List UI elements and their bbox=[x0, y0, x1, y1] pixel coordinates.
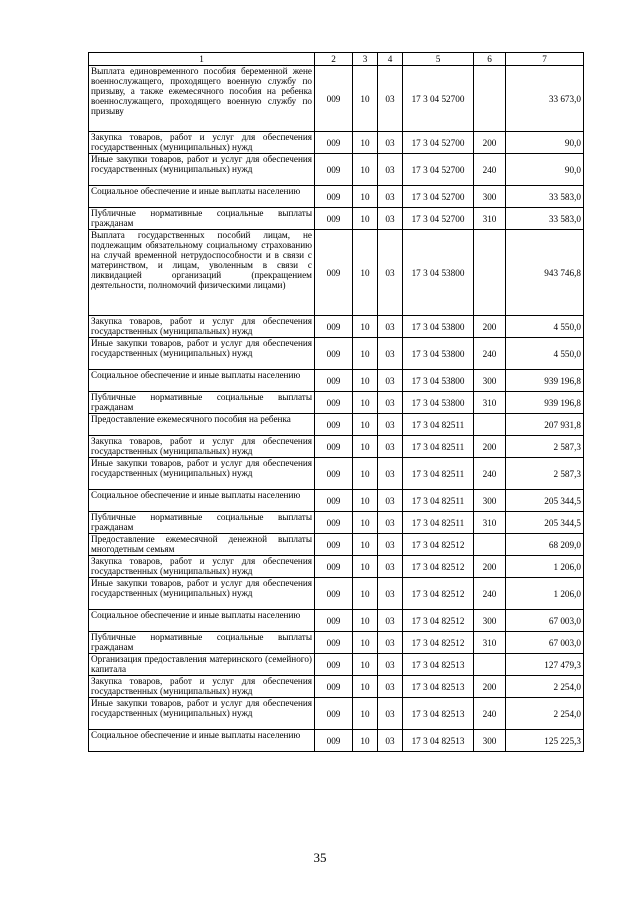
cell-section: 10 bbox=[353, 186, 378, 208]
table-row bbox=[89, 676, 584, 698]
table-row bbox=[89, 154, 584, 186]
column-header: 6 bbox=[474, 53, 506, 66]
cell-subsection: 03 bbox=[378, 230, 403, 316]
cell-subsection: 03 bbox=[378, 316, 403, 338]
cell-expense-type: 200 bbox=[474, 132, 506, 154]
table-row bbox=[89, 610, 584, 632]
cell-target-article: 17 3 04 82511 bbox=[403, 414, 474, 436]
page-number: 35 bbox=[313, 850, 327, 865]
row-name: Иные закупки товаров, работ и услуг для обеспечения государственных (муниципальных) нужд bbox=[89, 698, 315, 730]
cell-amount: 2 254,0 bbox=[506, 698, 584, 730]
cell-code: 009 bbox=[315, 230, 353, 316]
cell-subsection: 03 bbox=[378, 66, 403, 132]
cell-subsection: 03 bbox=[378, 154, 403, 186]
cell-amount: 939 196,8 bbox=[506, 392, 584, 414]
cell-target-article: 17 3 04 82512 bbox=[403, 632, 474, 654]
cell-target-article: 17 3 04 82513 bbox=[403, 676, 474, 698]
cell-code: 009 bbox=[315, 132, 353, 154]
cell-amount: 1 206,0 bbox=[506, 578, 584, 610]
cell-expense-type: 310 bbox=[474, 392, 506, 414]
cell-target-article: 17 3 04 53800 bbox=[403, 392, 474, 414]
cell-subsection: 03 bbox=[378, 208, 403, 230]
cell-subsection: 03 bbox=[378, 392, 403, 414]
row-name: Выплата единовременного пособия беременной жене военнослужащего, проходящего военную службу по призыву, а также ежемесячного пособия на ребенка военнослужащего, проходящего военную службу по призыву bbox=[89, 66, 315, 132]
row-name: Иные закупки товаров, работ и услуг для обеспечения государственных (муниципальных) нужд bbox=[89, 338, 315, 370]
cell-expense-type: 200 bbox=[474, 436, 506, 458]
row-name: Публичные нормативные социальные выплаты гражданам bbox=[89, 512, 315, 534]
cell-section: 10 bbox=[353, 338, 378, 370]
cell-expense-type bbox=[474, 230, 506, 316]
cell-subsection: 03 bbox=[378, 458, 403, 490]
cell-target-article: 17 3 04 82511 bbox=[403, 512, 474, 534]
cell-amount: 90,0 bbox=[506, 132, 584, 154]
row-name: Публичные нормативные социальные выплаты гражданам bbox=[89, 392, 315, 414]
row-name: Закупка товаров, работ и услуг для обеспечения государственных (муниципальных) нужд bbox=[89, 676, 315, 698]
cell-code: 009 bbox=[315, 676, 353, 698]
cell-section: 10 bbox=[353, 698, 378, 730]
row-name: Социальное обеспечение и иные выплаты населению bbox=[89, 370, 315, 392]
cell-subsection: 03 bbox=[378, 186, 403, 208]
cell-code: 009 bbox=[315, 556, 353, 578]
cell-amount: 67 003,0 bbox=[506, 610, 584, 632]
cell-subsection: 03 bbox=[378, 132, 403, 154]
row-name: Публичные нормативные социальные выплаты гражданам bbox=[89, 208, 315, 230]
cell-target-article: 17 3 04 53800 bbox=[403, 316, 474, 338]
column-header: 4 bbox=[378, 53, 403, 66]
table-row bbox=[89, 132, 584, 154]
cell-amount: 33 583,0 bbox=[506, 186, 584, 208]
table-row bbox=[89, 208, 584, 230]
table-row bbox=[89, 654, 584, 676]
cell-section: 10 bbox=[353, 436, 378, 458]
cell-amount: 68 209,0 bbox=[506, 534, 584, 556]
cell-expense-type: 240 bbox=[474, 458, 506, 490]
table-row bbox=[89, 512, 584, 534]
table-row bbox=[89, 414, 584, 436]
cell-target-article: 17 3 04 82512 bbox=[403, 578, 474, 610]
cell-target-article: 17 3 04 52700 bbox=[403, 208, 474, 230]
row-name: Социальное обеспечение и иные выплаты населению bbox=[89, 186, 315, 208]
cell-target-article: 17 3 04 82513 bbox=[403, 654, 474, 676]
cell-section: 10 bbox=[353, 458, 378, 490]
cell-code: 009 bbox=[315, 338, 353, 370]
row-name: Социальное обеспечение и иные выплаты населению bbox=[89, 610, 315, 632]
cell-target-article: 17 3 04 52700 bbox=[403, 186, 474, 208]
table-row bbox=[89, 534, 584, 556]
table-body bbox=[89, 66, 584, 752]
row-name: Публичные нормативные социальные выплаты гражданам bbox=[89, 632, 315, 654]
cell-code: 009 bbox=[315, 458, 353, 490]
table-row bbox=[89, 436, 584, 458]
cell-section: 10 bbox=[353, 610, 378, 632]
cell-section: 10 bbox=[353, 730, 378, 752]
cell-amount: 939 196,8 bbox=[506, 370, 584, 392]
cell-expense-type: 240 bbox=[474, 338, 506, 370]
cell-target-article: 17 3 04 82513 bbox=[403, 730, 474, 752]
cell-subsection: 03 bbox=[378, 632, 403, 654]
cell-section: 10 bbox=[353, 154, 378, 186]
cell-section: 10 bbox=[353, 512, 378, 534]
table-row bbox=[89, 490, 584, 512]
cell-subsection: 03 bbox=[378, 730, 403, 752]
cell-expense-type: 240 bbox=[474, 154, 506, 186]
cell-target-article: 17 3 04 82512 bbox=[403, 556, 474, 578]
table-row bbox=[89, 66, 584, 132]
cell-amount: 2 254,0 bbox=[506, 676, 584, 698]
table-row bbox=[89, 392, 584, 414]
cell-code: 009 bbox=[315, 730, 353, 752]
cell-subsection: 03 bbox=[378, 676, 403, 698]
cell-section: 10 bbox=[353, 370, 378, 392]
cell-target-article: 17 3 04 82512 bbox=[403, 534, 474, 556]
cell-section: 10 bbox=[353, 230, 378, 316]
cell-subsection: 03 bbox=[378, 654, 403, 676]
cell-section: 10 bbox=[353, 534, 378, 556]
cell-subsection: 03 bbox=[378, 556, 403, 578]
cell-target-article: 17 3 04 52700 bbox=[403, 154, 474, 186]
cell-section: 10 bbox=[353, 654, 378, 676]
cell-target-article: 17 3 04 82512 bbox=[403, 610, 474, 632]
cell-code: 009 bbox=[315, 414, 353, 436]
cell-code: 009 bbox=[315, 698, 353, 730]
cell-amount: 4 550,0 bbox=[506, 316, 584, 338]
table-row bbox=[89, 730, 584, 752]
cell-amount: 207 931,8 bbox=[506, 414, 584, 436]
cell-amount: 205 344,5 bbox=[506, 512, 584, 534]
cell-amount: 2 587,3 bbox=[506, 436, 584, 458]
row-name: Закупка товаров, работ и услуг для обеспечения государственных (муниципальных) нужд bbox=[89, 556, 315, 578]
cell-code: 009 bbox=[315, 154, 353, 186]
cell-code: 009 bbox=[315, 578, 353, 610]
cell-section: 10 bbox=[353, 578, 378, 610]
table-row bbox=[89, 186, 584, 208]
cell-expense-type: 300 bbox=[474, 610, 506, 632]
cell-code: 009 bbox=[315, 392, 353, 414]
table-row bbox=[89, 230, 584, 316]
cell-amount: 33 583,0 bbox=[506, 208, 584, 230]
cell-amount: 205 344,5 bbox=[506, 490, 584, 512]
table-row bbox=[89, 632, 584, 654]
row-name: Предоставление ежемесячного пособия на ребенка bbox=[89, 414, 315, 436]
cell-section: 10 bbox=[353, 414, 378, 436]
cell-amount: 33 673,0 bbox=[506, 66, 584, 132]
cell-section: 10 bbox=[353, 490, 378, 512]
cell-target-article: 17 3 04 52700 bbox=[403, 132, 474, 154]
cell-amount: 125 225,3 bbox=[506, 730, 584, 752]
row-name: Организация предоставления материнского (семейного) капитала bbox=[89, 654, 315, 676]
cell-target-article: 17 3 04 82511 bbox=[403, 490, 474, 512]
table-row bbox=[89, 698, 584, 730]
cell-expense-type: 240 bbox=[474, 578, 506, 610]
cell-subsection: 03 bbox=[378, 370, 403, 392]
table-header-row bbox=[89, 53, 584, 66]
cell-amount: 4 550,0 bbox=[506, 338, 584, 370]
cell-section: 10 bbox=[353, 392, 378, 414]
table-row bbox=[89, 338, 584, 370]
cell-code: 009 bbox=[315, 316, 353, 338]
cell-subsection: 03 bbox=[378, 338, 403, 370]
cell-expense-type: 300 bbox=[474, 490, 506, 512]
cell-code: 009 bbox=[315, 66, 353, 132]
cell-amount: 2 587,3 bbox=[506, 458, 584, 490]
cell-subsection: 03 bbox=[378, 534, 403, 556]
cell-section: 10 bbox=[353, 556, 378, 578]
cell-expense-type: 310 bbox=[474, 208, 506, 230]
row-name: Социальное обеспечение и иные выплаты населению bbox=[89, 490, 315, 512]
cell-target-article: 17 3 04 53800 bbox=[403, 338, 474, 370]
row-name: Иные закупки товаров, работ и услуг для обеспечения государственных (муниципальных) нужд bbox=[89, 578, 315, 610]
cell-code: 009 bbox=[315, 208, 353, 230]
cell-expense-type: 200 bbox=[474, 676, 506, 698]
cell-expense-type bbox=[474, 654, 506, 676]
cell-code: 009 bbox=[315, 186, 353, 208]
row-name: Предоставление ежемесячной денежной выплаты многодетным семьям bbox=[89, 534, 315, 556]
cell-subsection: 03 bbox=[378, 490, 403, 512]
cell-expense-type: 300 bbox=[474, 370, 506, 392]
cell-target-article: 17 3 04 52700 bbox=[403, 66, 474, 132]
cell-expense-type: 200 bbox=[474, 556, 506, 578]
cell-code: 009 bbox=[315, 436, 353, 458]
cell-subsection: 03 bbox=[378, 578, 403, 610]
cell-section: 10 bbox=[353, 66, 378, 132]
cell-code: 009 bbox=[315, 512, 353, 534]
cell-code: 009 bbox=[315, 610, 353, 632]
column-header: 2 bbox=[315, 53, 353, 66]
cell-expense-type: 300 bbox=[474, 730, 506, 752]
cell-target-article: 17 3 04 53800 bbox=[403, 230, 474, 316]
cell-expense-type bbox=[474, 534, 506, 556]
row-name: Социальное обеспечение и иные выплаты населению bbox=[89, 730, 315, 752]
column-header: 3 bbox=[353, 53, 378, 66]
cell-expense-type: 240 bbox=[474, 698, 506, 730]
table-row bbox=[89, 578, 584, 610]
cell-amount: 943 746,8 bbox=[506, 230, 584, 316]
table-row bbox=[89, 556, 584, 578]
row-name: Иные закупки товаров, работ и услуг для обеспечения государственных (муниципальных) нужд bbox=[89, 154, 315, 186]
table-row bbox=[89, 458, 584, 490]
row-name: Закупка товаров, работ и услуг для обеспечения государственных (муниципальных) нужд bbox=[89, 316, 315, 338]
table-row bbox=[89, 370, 584, 392]
cell-subsection: 03 bbox=[378, 436, 403, 458]
cell-target-article: 17 3 04 82511 bbox=[403, 436, 474, 458]
column-header: 7 bbox=[506, 53, 584, 66]
budget-table bbox=[88, 52, 584, 752]
cell-section: 10 bbox=[353, 132, 378, 154]
cell-code: 009 bbox=[315, 490, 353, 512]
cell-subsection: 03 bbox=[378, 414, 403, 436]
cell-expense-type bbox=[474, 414, 506, 436]
cell-expense-type: 200 bbox=[474, 316, 506, 338]
cell-amount: 1 206,0 bbox=[506, 556, 584, 578]
cell-expense-type bbox=[474, 66, 506, 132]
cell-amount: 67 003,0 bbox=[506, 632, 584, 654]
cell-target-article: 17 3 04 82511 bbox=[403, 458, 474, 490]
row-name: Закупка товаров, работ и услуг для обеспечения государственных (муниципальных) нужд bbox=[89, 132, 315, 154]
cell-target-article: 17 3 04 82513 bbox=[403, 698, 474, 730]
cell-section: 10 bbox=[353, 632, 378, 654]
cell-amount: 127 479,3 bbox=[506, 654, 584, 676]
cell-expense-type: 310 bbox=[474, 512, 506, 534]
cell-code: 009 bbox=[315, 370, 353, 392]
cell-expense-type: 300 bbox=[474, 186, 506, 208]
cell-code: 009 bbox=[315, 534, 353, 556]
cell-subsection: 03 bbox=[378, 698, 403, 730]
table-row bbox=[89, 316, 584, 338]
cell-subsection: 03 bbox=[378, 610, 403, 632]
cell-section: 10 bbox=[353, 208, 378, 230]
cell-code: 009 bbox=[315, 632, 353, 654]
column-header: 1 bbox=[89, 53, 315, 66]
cell-code: 009 bbox=[315, 654, 353, 676]
cell-target-article: 17 3 04 53800 bbox=[403, 370, 474, 392]
column-header: 5 bbox=[403, 53, 474, 66]
row-name: Иные закупки товаров, работ и услуг для обеспечения государственных (муниципальных) нужд bbox=[89, 458, 315, 490]
cell-section: 10 bbox=[353, 676, 378, 698]
row-name: Выплата государственных пособий лицам, не подлежащим обязательному социальному страхованию на случай временной нетрудоспособности и в связи с материнством, и лицам, уволенным в связи с ликвидацией организаций (прекращением деятельности, полномочий физическими лицами) bbox=[89, 230, 315, 316]
cell-subsection: 03 bbox=[378, 512, 403, 534]
cell-expense-type: 310 bbox=[474, 632, 506, 654]
cell-section: 10 bbox=[353, 316, 378, 338]
row-name: Закупка товаров, работ и услуг для обеспечения государственных (муниципальных) нужд bbox=[89, 436, 315, 458]
cell-amount: 90,0 bbox=[506, 154, 584, 186]
